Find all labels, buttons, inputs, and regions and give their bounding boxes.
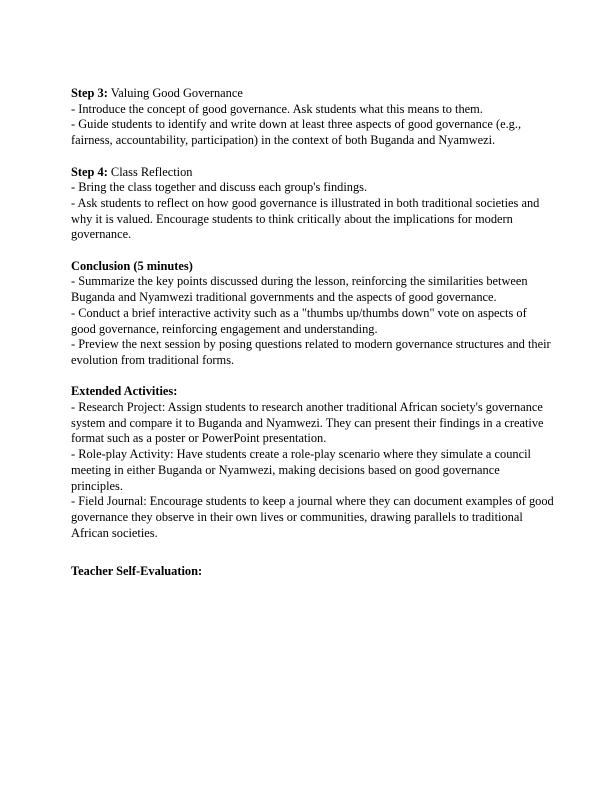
block-heading [71,384,543,400]
heading-normal-text: Valuing Good Governance [107,86,243,100]
body-line: principles. [71,478,123,493]
heading-bold-text: Teacher Self-Evaluation: [71,564,203,579]
text-block [71,564,543,580]
body-line: - Ask students to reflect on how good governance is illustrated in both traditional societies and [71,195,540,210]
body-line: - Preview the next session by posing questions related to modern governance structures and their [71,337,551,352]
block-heading [71,564,543,580]
body-line: system and compare it to Buganda and Nyamwezi. They can present their findings in a creative [71,415,544,430]
heading-bold-text: Step 4: [71,164,108,179]
body-line: governance. [71,227,132,242]
block-heading [71,86,543,102]
body-line: - Research Project: Assign students to research another traditional African society's governance [71,400,543,415]
block-lines [71,400,554,541]
body-line: evolution from traditional forms. [71,352,235,367]
body-line: Buganda and Nyamwezi traditional governments and the aspects of good governance. [71,290,497,305]
body-line: - Conduct a brief interactive activity such as a "thumbs up/thumbs down" vote on aspects of [71,305,527,320]
body-line: - Summarize the key points discussed during the lesson, reinforcing the similarities between [71,274,528,289]
body-line: - Role-play Activity: Have students create a role-play scenario where they simulate a council [71,447,532,462]
body-line: fairness, accountability, participation) in the context of both Buganda and Nyamwezi. [71,133,496,148]
body-line: - Introduce the concept of good governance. Ask students what this means to them. [71,101,483,116]
document-body [71,86,554,580]
block-heading [71,259,543,275]
heading-bold-text: Extended Activities: [71,384,178,399]
text-block [71,258,551,369]
body-line: governance they observe in their own lives or communities, drawing parallels to traditional [71,509,523,524]
block-lines [71,102,543,149]
body-line: meeting in either Buganda or Nyamwezi, making decisions based on good governance [71,462,500,477]
body-line: African societies. [71,525,158,540]
text-block [71,86,543,149]
block-lines [71,274,551,368]
text-block [71,384,554,541]
block-heading [71,165,543,181]
body-line: format such as a poster or PowerPoint presentation. [71,431,327,446]
body-line: - Guide students to identify and write down at least three aspects of good governance (e.g., [71,117,522,132]
heading-normal-text: Class Reflection [107,164,193,179]
body-line: - Field Journal: Encourage students to keep a journal where they can document examples of good [71,494,554,509]
text-block [71,165,543,244]
body-line: - Bring the class together and discuss each group's findings. [71,180,368,195]
body-line: why it is valued. Encourage students to think critically about the implications for modern [71,211,513,226]
block-lines [71,180,543,243]
body-line: good governance, reinforcing engagement and understanding. [71,321,378,336]
heading-bold-text: Conclusion (5 minutes) [71,258,193,273]
heading-bold-text: Step 3: [71,86,108,100]
